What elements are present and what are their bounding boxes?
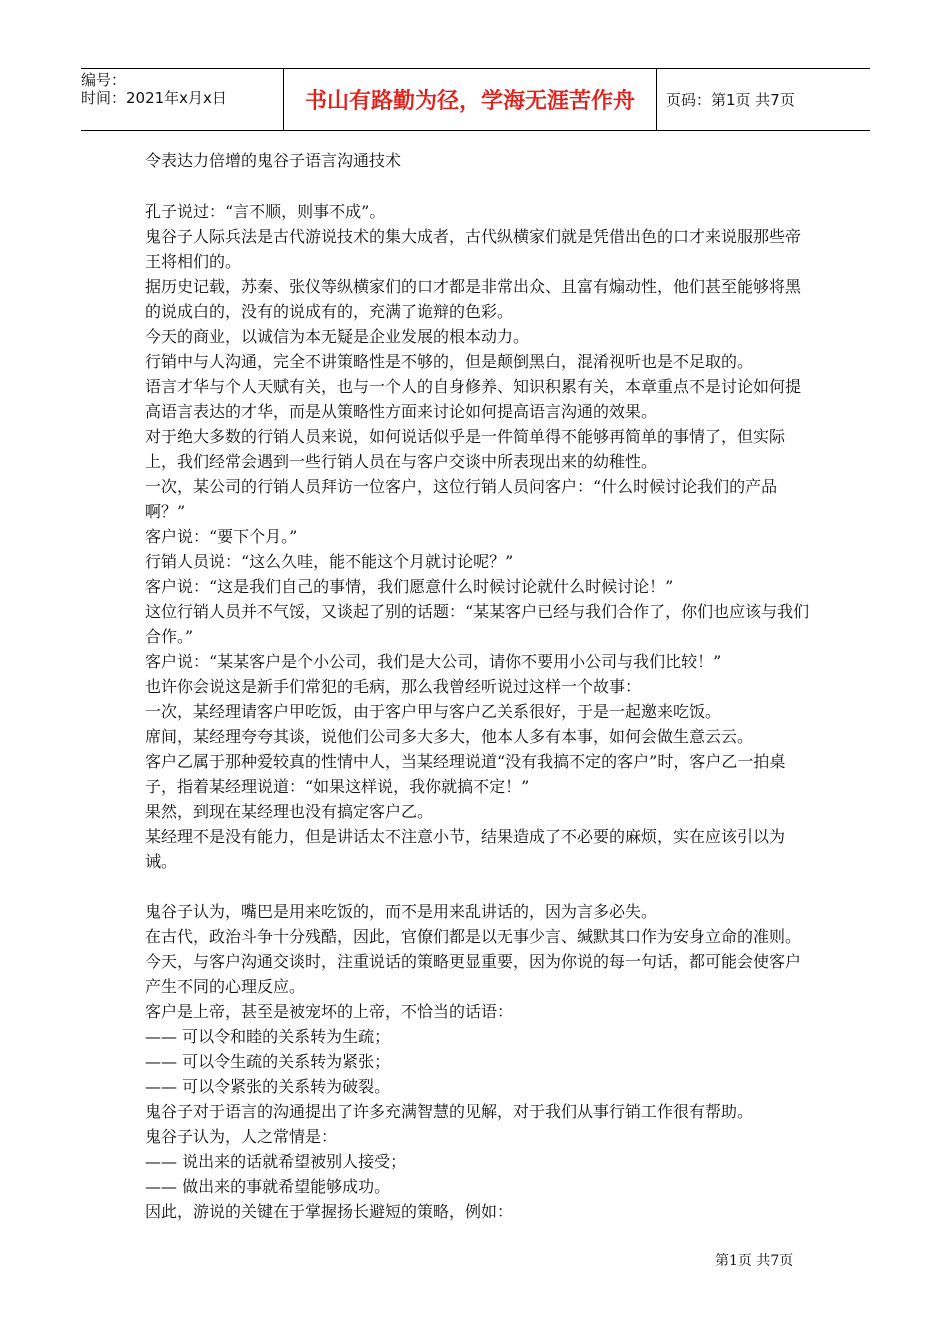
paragraph: 行销人员说：“这么久哇，能不能这个月就讨论呢？” [145,552,514,571]
paragraph: 某经理不是没有能力，但是讲话太不注意小节，结果造成了不必要的麻烦，实在应该引以为诫。 [145,827,786,871]
paragraph: 孔子说过：“言不顺，则事不成”。 [145,202,386,221]
header-meta [81,69,284,130]
paragraph: 语言才华与个人天赋有关，也与一个人的自身修养、知识积累有关，本章重点不是讨论如何提高语言表达的才华，而是从策略性方面来讨论如何提高语言沟通的效果。 [145,377,802,421]
document-body [145,148,815,1224]
paragraph: 客户乙属于那种爱较真的性情中人，当某经理说道“没有我搞不定的客户”时，客户乙一拍桌子，指着某经理说道：“如果这样说，我你就搞不定！” [145,752,786,796]
paragraph: 客户说：“某某客户是个小公司，我们是大公司，请你不要用小公司与我们比较！” [145,652,722,671]
paragraph: 今天的商业，以诚信为本无疑是企业发展的根本动力。 [145,327,530,346]
paragraph: 鬼谷子人际兵法是古代游说技术的集大成者，古代纵横家们就是凭借出色的口才来说服那些帝王将相们的。 [145,227,802,271]
paragraph: 客户是上帝，甚至是被宠坏的上帝，不恰当的话语： [145,1002,514,1021]
paragraph: 据历史记载，苏秦、张仪等纵横家们的口才都是非常出众、且富有煽动性，他们甚至能够将黑的说成白的，没有的说成有的，充满了诡辩的色彩。 [145,277,802,321]
paragraph: 一次，某公司的行销人员拜访一位客户，这位行销人员问客户：“什么时候讨论我们的产品啊？” [145,477,778,521]
paragraph: 客户说：“要下个月。” [145,527,298,546]
document-title: 令表达力倍增的鬼谷子语言沟通技术 [145,151,402,170]
paragraph: 鬼谷子对于语言的沟通提出了许多充满智慧的见解，对于我们从事行销工作很有帮助。 [145,1102,754,1121]
paragraph: —— 可以令紧张的关系转为破裂。 [145,1077,391,1096]
paragraph: 鬼谷子认为，嘴巴是用来吃饭的，而不是用来乱讲话的，因为言多必失。 [145,902,658,921]
paragraph: 席间，某经理夸夸其谈，说他们公司多大多大，他本人多有本事，如何会做生意云云。 [145,727,754,746]
paragraph: 对于绝大多数的行销人员来说，如何说话似乎是一件简单得不能够再简单的事情了，但实际上，我们经常会遇到一些行销人员在与客户交谈中所表现出来的幼稚性。 [145,427,786,471]
paragraph: 客户说：“这是我们自己的事情，我们愿意什么时候讨论就什么时候讨论！” [145,577,674,596]
paragraph: 因此，游说的关键在于掌握扬长避短的策略，例如： [145,1202,514,1221]
paragraph: 果然，到现在某经理也没有搞定客户乙。 [145,802,434,821]
number-label: 编号： [81,71,127,89]
paragraph-gap [145,874,815,899]
paragraph: 也许你会说这是新手们常犯的毛病，那么我曾经听说过这样一个故事： [145,677,642,696]
paragraph: 一次，某经理请客户甲吃饭，由于客户甲与客户乙关系很好，于是一起邀来吃饭。 [145,702,722,721]
paragraph: 鬼谷子认为，人之常情是： [145,1127,338,1146]
paragraph: —— 做出来的事就希望能够成功。 [145,1177,391,1196]
paragraph: 行销中与人沟通，完全不讲策略性是不够的，但是颠倒黑白，混淆视听也是不足取的。 [145,352,754,371]
header-motto: 书山有路勤为径，学海无涯苦作舟 [284,69,657,130]
paragraph: —— 说出来的话就希望被别人接受； [145,1152,407,1171]
date-label: 时间：2021年x月x日 [81,89,227,107]
page-footer: 第1页 共7页 [715,1253,794,1269]
paragraph-list [145,199,815,1224]
paragraph: 今天，与客户沟通交谈时，注重说话的策略更显重要，因为你说的每一句话，都可能会使客户产生不同的心理反应。 [145,952,802,996]
page-header [81,68,870,131]
paragraph: 这位行销人员并不气馁，又谈起了别的话题：“某某客户已经与我们合作了，你们也应该与我们合作。” [145,602,810,646]
paragraph: —— 可以令和睦的关系转为生疏； [145,1027,391,1046]
paragraph: 在古代，政治斗争十分残酷，因此，官僚们都是以无事少言、缄默其口作为安身立命的准则。 [145,927,802,946]
header-page-info: 页码：第1页 共7页 [666,91,795,109]
paragraph: —— 可以令生疏的关系转为紧张； [145,1052,391,1071]
